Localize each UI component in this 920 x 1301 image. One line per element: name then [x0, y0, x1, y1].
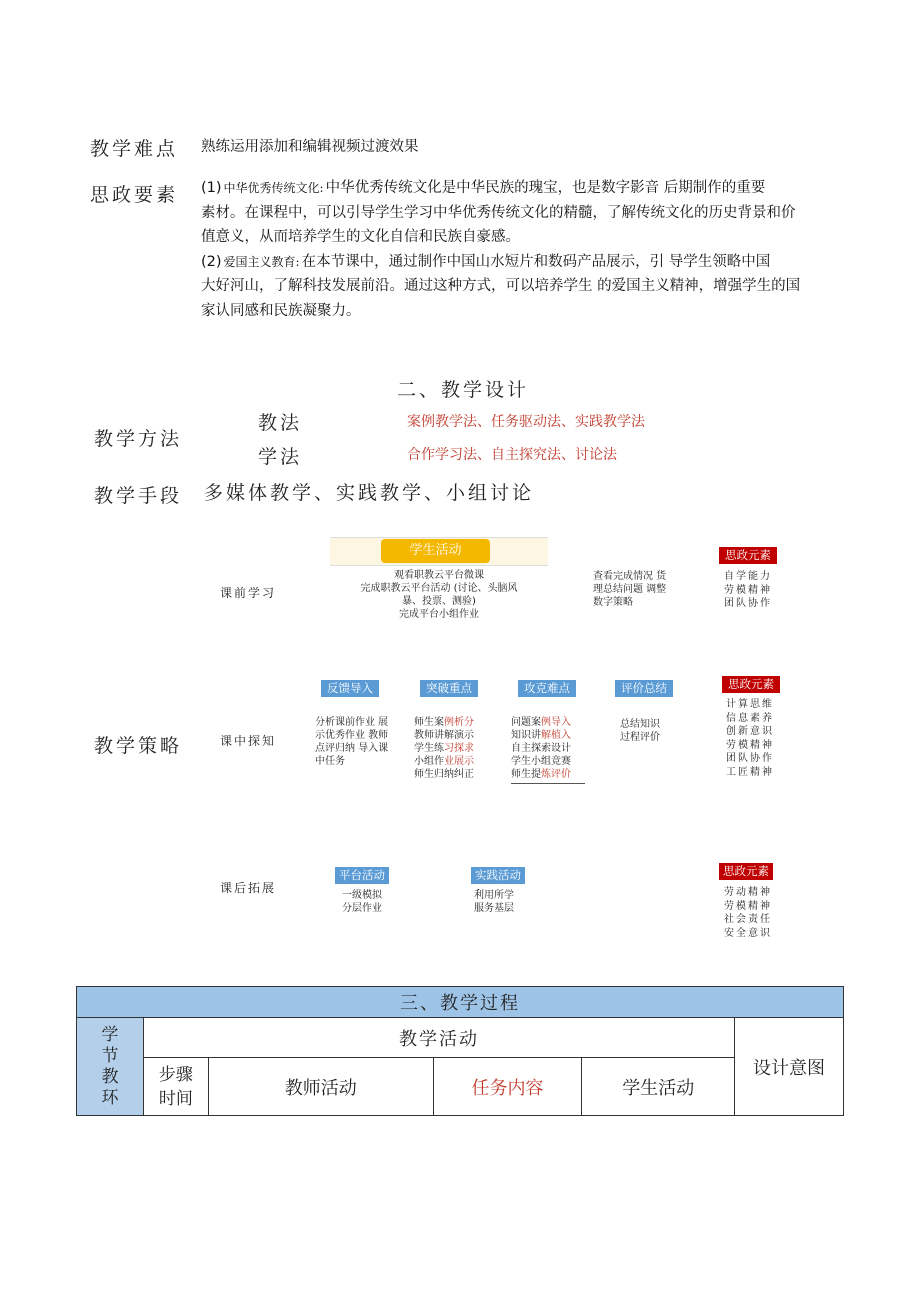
p2-line2: 大好河山，了解科技发展前沿。通过这种方式，可以培养学生 的爱国主义精神，增强学生的国: [201, 278, 801, 294]
mid-tag4: 评价总结: [615, 680, 673, 697]
teacher-header: 教师活动: [208, 1058, 433, 1116]
post-sz1: 劳动精神: [724, 887, 772, 898]
mid-t3-2a: 知识讲: [511, 730, 541, 741]
mid-tag1: 反馈导入: [321, 680, 379, 697]
pre-label: 课前学习: [220, 586, 277, 600]
mid-t3-1a: 问题案: [511, 717, 541, 728]
means-label: 教学手段: [94, 485, 183, 507]
mid-col3: [511, 716, 585, 784]
mid-label: 课中探知: [220, 734, 277, 748]
learn-label: 学法: [258, 446, 303, 468]
teach-label: 教法: [258, 412, 303, 434]
pre-line4: 完成平台小组作业: [399, 609, 479, 620]
mid-t2-5: 师生归纳纠正: [414, 769, 474, 780]
mid-t2-4a: 小组作: [414, 756, 444, 767]
ideology-label: 思政要素: [90, 184, 179, 206]
pre-sz-list: [724, 570, 772, 611]
step-header: 步骤时间: [158, 1064, 193, 1109]
mid-t1-3: 点评归纳 导入课: [315, 743, 389, 754]
post-sz-list: [724, 886, 772, 940]
pre-right3: 数字策略: [593, 597, 633, 608]
post-label: 课后拓展: [220, 881, 277, 895]
p1-title: 中华优秀传统文化:: [223, 181, 324, 195]
post-sz4: 安全意识: [724, 927, 772, 939]
mid-t4-2: 过程评价: [620, 732, 660, 743]
post-tag2: 实践活动: [471, 867, 525, 884]
teach-value: 案例教学法、任务驱动法、实践教学法: [407, 414, 645, 430]
mid-col4: [620, 718, 660, 744]
p1-line1: 中华优秀传统文化是中华民族的瑰宝，也是数字影音 后期制作的重要: [325, 180, 766, 196]
mid-t2-4b: 业展示: [444, 756, 474, 767]
pre-line3: 暴、投票、测验): [402, 596, 476, 607]
pre-line1: 观看职教云平台微课: [394, 570, 484, 581]
mid-t2-3b: 习探求: [444, 743, 474, 754]
post-col1: [337, 889, 387, 915]
mid-sz1: 计算思维: [726, 699, 774, 710]
post-sz2: 劳模精神: [724, 900, 772, 912]
mid-t1-2: 示优秀作业 教师: [315, 730, 389, 741]
activity-header: 教学活动: [143, 1018, 734, 1058]
mid-tag3: 攻克难点: [518, 680, 576, 697]
post-sz3: 社会责任: [724, 914, 772, 925]
mid-sz3: 创新意识: [726, 726, 774, 737]
learn-value: 合作学习法、自主探究法、讨论法: [407, 447, 617, 463]
p2-title: 爱国主义教育:: [223, 254, 300, 269]
mid-t2-1a: 师生案: [414, 717, 444, 728]
mid-sz-list: [726, 698, 774, 779]
mid-t1-1: 分析课前作业 展: [315, 717, 389, 728]
pre-sz2: 劳模精神: [724, 584, 772, 596]
pre-tag: 学生活动: [381, 539, 490, 563]
mid-t3-5b: 炼评价: [541, 769, 571, 780]
mid-t1-4: 中任务: [315, 756, 345, 767]
mid-sz4: 劳模精神: [726, 739, 774, 751]
p1-num: (1): [201, 180, 222, 196]
pre-sz-tag: 思政元素: [719, 547, 777, 564]
pre-right2: 理总结问题 调整: [593, 584, 667, 595]
p2-line1: 在本节课中，通过制作中国山水短片和数码产品展示，引 导学生领略中国: [301, 253, 771, 270]
mid-t4-1: 总结知识: [620, 719, 660, 730]
intent-header: 设计意图: [735, 1018, 844, 1116]
p2-num: (2): [201, 253, 222, 270]
post-t2-2: 服务基层: [474, 903, 514, 914]
mid-t2-2: 教师讲解演示: [414, 730, 474, 741]
process-heading: 三、教学过程: [400, 993, 520, 1014]
mid-col1: [315, 716, 388, 768]
p1-line2: 素材。在课程中，可以引导学生学习中华优秀传统文化的精髓，了解传统文化的历史背景和价: [201, 204, 796, 221]
task-header: 任务内容: [433, 1058, 582, 1116]
post-t1-1: 一级模拟: [342, 890, 382, 901]
post-tag1: 平台活动: [335, 867, 389, 884]
pre-activities: [330, 569, 548, 621]
pre-right: [593, 570, 666, 609]
pre-sz3: 团队协作: [724, 598, 772, 609]
mid-t3-4: 学生小组竞赛: [511, 756, 571, 767]
pre-line2: 完成职教云平台活动 (讨论、头脑风: [360, 583, 518, 594]
post-t2-1: 利用所学: [474, 890, 514, 901]
difficulty-text: 熟练运用添加和编辑视频过渡效果: [201, 139, 419, 155]
ideology-text: [201, 176, 841, 323]
p2-line3: 家认同感和民族凝聚力。: [201, 302, 361, 319]
mid-sz-tag: 思政元素: [722, 676, 780, 693]
p1-line3: 值意义，从而培养学生的文化自信和民族自豪感。: [201, 229, 520, 245]
design-heading: 二、教学设计: [397, 379, 530, 401]
mid-sz2: 信息素养: [726, 712, 774, 724]
section-header: 学节教环: [101, 1024, 119, 1108]
mid-t3-5a: 师生提: [511, 769, 541, 780]
mid-tag2: 突破重点: [420, 680, 478, 697]
mid-sz6: 工匠精神: [726, 766, 774, 778]
difficulty-label: 教学难点: [90, 138, 179, 160]
step-header-cell: [143, 1058, 208, 1116]
process-heading-cell: [77, 987, 844, 1018]
post-t1-2: 分层作业: [342, 903, 382, 914]
pre-right1: 查看完成情况 货: [593, 571, 667, 582]
mid-t3-1b: 例导入: [541, 717, 571, 728]
mid-t2-3a: 学生练: [414, 743, 444, 754]
section-header-cell: [77, 1018, 144, 1116]
mid-col2: [414, 716, 474, 781]
post-col2: [474, 889, 514, 915]
method-label: 教学方法: [94, 428, 183, 450]
means-value: 多媒体教学、实践教学、小组讨论: [204, 482, 535, 504]
mid-t2-1b: 例析分: [444, 717, 474, 728]
student-header: 学生活动: [582, 1058, 735, 1116]
pre-sz1: 自学能力: [724, 571, 772, 582]
mid-sz5: 团队协作: [726, 753, 774, 764]
post-sz-tag: 思政元素: [719, 863, 773, 880]
mid-t3-2b: 解植入: [541, 730, 571, 741]
mid-t3-3: 自主探索设计: [511, 743, 571, 754]
process-table: [76, 986, 844, 1116]
strategy-label: 教学策略: [94, 735, 183, 757]
